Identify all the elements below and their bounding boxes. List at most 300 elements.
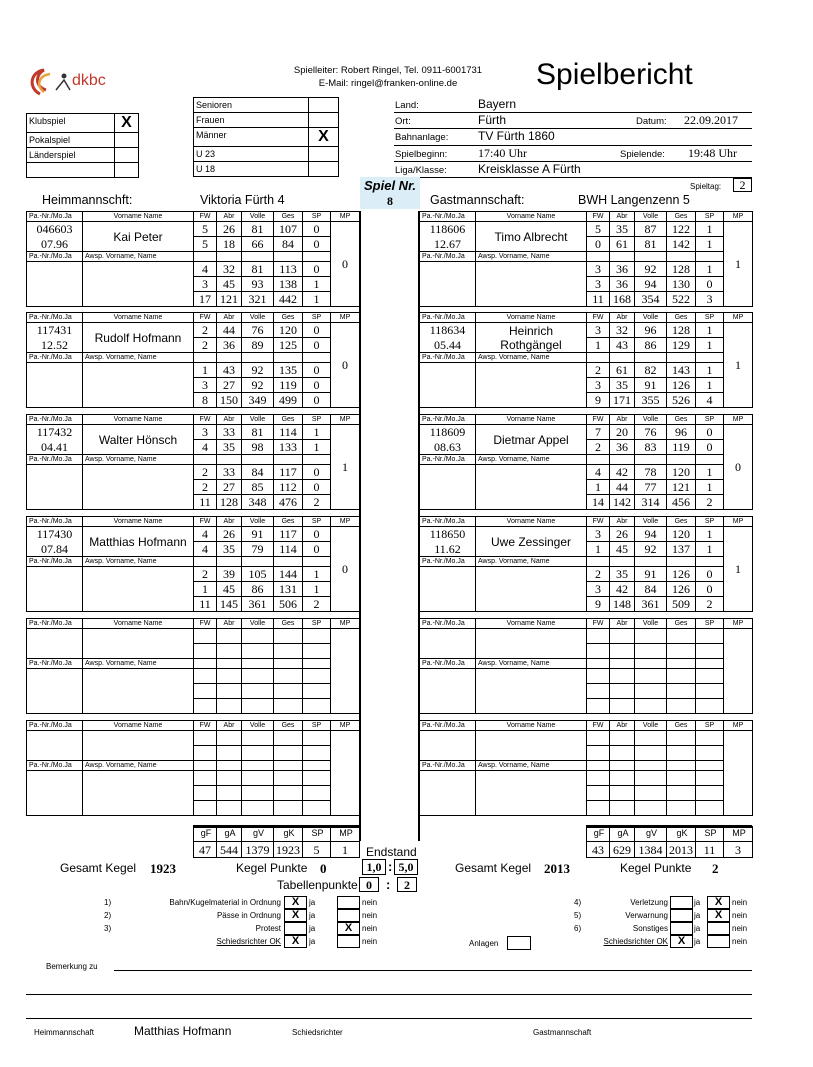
awsp-header: Awsp. Vorname, Name (476, 761, 587, 771)
col-header: SP (303, 517, 331, 527)
home-mp-value: 0 (331, 222, 360, 307)
score-cell: 92 (242, 378, 274, 393)
score-cell: 78 (635, 465, 667, 480)
pnr-value: 117430 (27, 527, 83, 542)
score-cell: 138 (274, 277, 303, 292)
check-label: Bahn/Kugelmaterial in Ordnung (169, 898, 281, 907)
birth-value: 07.96 (27, 237, 83, 252)
awsp-header: Awsp. Vorname, Name (83, 353, 194, 363)
sum-cell: 11 (194, 495, 217, 510)
col-header: Ges (667, 517, 696, 527)
score-cell: 2 (194, 567, 217, 582)
sum-cell: 11 (194, 597, 217, 612)
tot-col-label: gF (587, 827, 610, 842)
awsp-name (83, 262, 194, 307)
home-player-block (26, 312, 360, 408)
awsp-name (83, 567, 194, 612)
pnr-header: Pa.-Nr./Mo.Ja (420, 353, 476, 363)
awsp-pnr (420, 262, 476, 307)
liga-label: Liga/Klasse: (395, 165, 447, 176)
col-header: FW (194, 212, 217, 222)
home-player-name: Walter Hönsch (83, 425, 194, 455)
score-cell: 120 (667, 527, 696, 542)
guest-gk-label: Gesamt Kegel (455, 861, 532, 875)
score-cell: 1 (303, 567, 331, 582)
empty-player-block (26, 618, 360, 714)
home-gk-label: Gesamt Kegel (60, 861, 137, 875)
col-header: MP (331, 212, 360, 222)
score-cell: 35 (610, 378, 635, 393)
col-header: Volle (242, 415, 274, 425)
ja-label: ja (309, 898, 316, 907)
score-cell: 93 (242, 277, 274, 292)
sum-cell: 349 (242, 393, 274, 408)
birth-value: 07.84 (27, 542, 83, 557)
check-num: 5) (574, 911, 582, 920)
col-header: Volle (242, 313, 274, 323)
spieltyp-mark[interactable] (115, 133, 139, 148)
ja-checkbox[interactable]: X (284, 896, 307, 909)
col-header: FW (587, 619, 610, 629)
awsp-header: Awsp. Vorname, Name (83, 659, 194, 669)
awsp-pnr (420, 567, 476, 612)
nein-checkbox[interactable] (337, 896, 360, 909)
mp-home-box: 1,0 (362, 859, 386, 875)
tot-col-label: MP (331, 827, 360, 842)
nein-checkbox[interactable] (707, 935, 730, 948)
col-header: FW (194, 517, 217, 527)
score-cell: 0 (303, 222, 331, 237)
awsp-name (476, 262, 587, 307)
col-header: FW (587, 517, 610, 527)
score-cell: 3 (587, 527, 610, 542)
score-cell: 61 (610, 237, 635, 252)
guest-player-block (419, 414, 753, 510)
klasse-mark[interactable]: X (309, 128, 339, 147)
score-cell: 0 (303, 465, 331, 480)
pnr-header: Pa.-Nr./Mo.Ja (27, 313, 83, 323)
home-mp-value: 0 (331, 323, 360, 408)
anlagen-box[interactable] (507, 936, 531, 950)
birth-value: 11.62 (420, 542, 476, 557)
score-cell: 1 (696, 363, 724, 378)
score-cell: 4 (194, 542, 217, 557)
score-cell: 112 (274, 480, 303, 495)
score-cell: 92 (635, 542, 667, 557)
score-cell: 2 (194, 480, 217, 495)
ende-value: 19:48 Uhr (688, 146, 737, 160)
guest-label: Gastmannschaft: (430, 193, 525, 207)
home-total: 1 (331, 842, 360, 858)
spieltyp-mark[interactable] (115, 148, 139, 163)
home-total: 5 (303, 842, 331, 858)
col-header: Abr (610, 212, 635, 222)
home-totals-table (193, 826, 360, 858)
score-cell: 44 (217, 323, 242, 338)
guest-gk-value: 2013 (544, 861, 570, 876)
awsp-header: Awsp. Vorname, Name (83, 252, 194, 262)
nein-label: nein (362, 924, 378, 933)
col-header: Ges (274, 517, 303, 527)
awsp-pnr (420, 465, 476, 510)
nein-checkbox[interactable]: X (707, 909, 730, 922)
nein-label: nein (732, 924, 748, 933)
tot-col-label: gK (667, 827, 696, 842)
awsp-header: Awsp. Vorname, Name (476, 455, 587, 465)
ja-checkbox[interactable] (670, 896, 693, 909)
score-cell: 137 (667, 542, 696, 557)
score-cell: 35 (610, 222, 635, 237)
home-player-name: Kai Peter (83, 222, 194, 252)
col-header: SP (303, 212, 331, 222)
tp-home-box: 0 (359, 877, 379, 892)
birth-value: 12.67 (420, 237, 476, 252)
klasse-label: Männer (194, 128, 309, 147)
sum-cell: 509 (667, 597, 696, 612)
score-cell: 35 (217, 440, 242, 455)
check-label: Sonstiges (632, 924, 668, 933)
page-title: Spielbericht (536, 58, 693, 91)
score-cell: 1 (303, 277, 331, 292)
name-header: Vorname Name (476, 517, 587, 527)
score-cell: 4 (194, 262, 217, 277)
pnr-header: Pa.-Nr./Mo.Ja (27, 619, 83, 629)
score-cell: 128 (667, 323, 696, 338)
klasse-label: U 23 (194, 147, 309, 162)
land-value: Bayern (478, 97, 517, 111)
score-cell: 1 (696, 262, 724, 277)
schiri-sign-label: Schiedsrichter (292, 1028, 343, 1037)
pnr-header: Pa.-Nr./Mo.Ja (27, 659, 83, 669)
guest-player-name: Dietmar Appel (476, 425, 587, 455)
sum-cell: 361 (242, 597, 274, 612)
score-cell: 0 (303, 542, 331, 557)
ja-label: ja (694, 911, 701, 920)
name-header: Vorname Name (476, 313, 587, 323)
score-cell: 81 (242, 222, 274, 237)
col-header: FW (587, 313, 610, 323)
klasse-mark[interactable] (309, 162, 339, 177)
score-cell: 119 (667, 440, 696, 455)
col-header: Ges (274, 415, 303, 425)
score-cell: 0 (303, 323, 331, 338)
score-cell: 3 (587, 277, 610, 292)
score-cell: 131 (274, 582, 303, 597)
score-cell: 3 (587, 323, 610, 338)
score-cell: 98 (242, 440, 274, 455)
nein-checkbox[interactable] (337, 935, 360, 948)
col-header: MP (331, 517, 360, 527)
col-header: SP (303, 721, 331, 731)
empty-player-block (26, 720, 360, 816)
nein-label: nein (732, 898, 748, 907)
pnr-value: 117432 (27, 425, 83, 440)
score-cell: 5 (194, 222, 217, 237)
score-cell: 3 (587, 378, 610, 393)
home-label: Heimmannschft: (42, 193, 133, 207)
spieltyp-mark[interactable]: X (115, 114, 139, 133)
score-cell: 0 (696, 425, 724, 440)
sum-cell: 442 (274, 292, 303, 307)
nein-label: nein (362, 937, 378, 946)
score-cell: 1 (696, 465, 724, 480)
col-header: FW (587, 415, 610, 425)
col-header: MP (724, 415, 753, 425)
score-cell: 1 (696, 237, 724, 252)
tot-col-label: SP (696, 827, 724, 842)
pnr-header: Pa.-Nr./Mo.Ja (420, 455, 476, 465)
score-cell: 91 (242, 527, 274, 542)
ende-label: Spielende: (620, 149, 665, 160)
nein-label: nein (362, 898, 378, 907)
score-cell: 113 (274, 262, 303, 277)
score-cell: 1 (696, 378, 724, 393)
score-cell: 143 (667, 363, 696, 378)
birth-value: 05.44 (420, 338, 476, 353)
check-num: 6) (574, 924, 582, 933)
score-cell: 126 (667, 378, 696, 393)
spieltyp-label: Pokalspiel (27, 133, 115, 148)
klasse-label: U 18 (194, 162, 309, 177)
home-total: 544 (217, 842, 242, 858)
awsp-pnr (27, 465, 83, 510)
score-cell: 2 (194, 323, 217, 338)
ja-checkbox[interactable] (670, 922, 693, 935)
ja-label: ja (309, 924, 316, 933)
name-header: Vorname Name (476, 212, 587, 222)
guest-kp-label: Kegel Punkte (620, 861, 692, 875)
tp-guest-box: 2 (397, 877, 417, 892)
klasse-mark[interactable] (309, 113, 339, 128)
guest-player-name: Timo Albrecht (476, 222, 587, 252)
score-cell: 45 (217, 582, 242, 597)
score-cell: 2 (587, 440, 610, 455)
ja-checkbox[interactable]: X (670, 935, 693, 948)
nein-checkbox[interactable] (707, 922, 730, 935)
col-header: FW (587, 212, 610, 222)
score-cell: 142 (667, 237, 696, 252)
col-header: FW (194, 619, 217, 629)
guest-mp-value: 1 (724, 222, 753, 307)
sum-cell: 128 (217, 495, 242, 510)
nein-label: nein (732, 911, 748, 920)
score-cell: 0 (696, 440, 724, 455)
score-cell: 3 (194, 277, 217, 292)
ja-checkbox[interactable]: X (284, 935, 307, 948)
score-cell: 39 (217, 567, 242, 582)
check-label: Verletzung (630, 898, 668, 907)
home-mp-value: 0 (331, 527, 360, 612)
score-cell: 107 (274, 222, 303, 237)
bahn-label: Bahnanlage: (395, 132, 449, 143)
guest-player-name: Heinrich Rothgängel (476, 323, 587, 353)
score-cell: 27 (217, 378, 242, 393)
awsp-header: Awsp. Vorname, Name (476, 659, 587, 669)
tot-col-label: gF (194, 827, 217, 842)
check-num: 4) (574, 898, 582, 907)
spielnr-value: 8 (387, 194, 393, 208)
sum-cell: 2 (696, 597, 724, 612)
score-cell: 42 (610, 465, 635, 480)
guest-player-block (419, 312, 753, 408)
endstand-label: Endstand (366, 845, 417, 859)
guest-total: 43 (587, 842, 610, 858)
nein-checkbox[interactable]: X (707, 896, 730, 909)
col-header: FW (194, 313, 217, 323)
sum-cell: 354 (635, 292, 667, 307)
col-header: SP (696, 415, 724, 425)
awsp-pnr (27, 567, 83, 612)
nein-checkbox[interactable]: X (337, 922, 360, 935)
score-cell: 84 (274, 237, 303, 252)
awsp-pnr (27, 363, 83, 408)
home-player-block (26, 211, 360, 307)
col-header: Ges (667, 721, 696, 731)
score-cell: 117 (274, 527, 303, 542)
ja-checkbox[interactable] (284, 922, 307, 935)
awsp-header: Awsp. Vorname, Name (476, 557, 587, 567)
spieltyp-label: Länderspiel (27, 148, 115, 163)
pnr-header: Pa.-Nr./Mo.Ja (27, 455, 83, 465)
pnr-header: Pa.-Nr./Mo.Ja (420, 761, 476, 771)
pnr-header: Pa.-Nr./Mo.Ja (27, 212, 83, 222)
datum-label: Datum: (636, 116, 667, 127)
guest-total: 11 (696, 842, 724, 858)
score-cell: 2 (587, 567, 610, 582)
pnr-header: Pa.-Nr./Mo.Ja (420, 721, 476, 731)
score-cell: 1 (303, 440, 331, 455)
col-header: Volle (242, 619, 274, 629)
score-cell: 27 (217, 480, 242, 495)
col-header: FW (194, 721, 217, 731)
col-header: Ges (667, 619, 696, 629)
score-cell: 81 (635, 237, 667, 252)
guest-total: 3 (724, 842, 753, 858)
col-header: SP (696, 212, 724, 222)
col-header: Volle (242, 517, 274, 527)
score-cell: 36 (610, 262, 635, 277)
awsp-name (476, 567, 587, 612)
check-label: Verwarnung (625, 911, 668, 920)
col-header: MP (331, 721, 360, 731)
score-cell: 0 (303, 378, 331, 393)
score-cell: 120 (667, 465, 696, 480)
sum-cell: 361 (635, 597, 667, 612)
sum-cell: 148 (610, 597, 635, 612)
score-cell: 105 (242, 567, 274, 582)
score-cell: 36 (610, 277, 635, 292)
score-cell: 83 (635, 440, 667, 455)
score-cell: 82 (635, 363, 667, 378)
score-cell: 4 (194, 440, 217, 455)
score-cell: 1 (303, 582, 331, 597)
check-num: 3) (104, 924, 112, 933)
birth-value: 08.63 (420, 440, 476, 455)
home-mp-value: 1 (331, 425, 360, 510)
score-cell: 0 (587, 237, 610, 252)
klasse-mark[interactable] (309, 147, 339, 162)
heim-sign-label: Heimmannschaft (34, 1028, 95, 1037)
pnr-header: Pa.-Nr./Mo.Ja (420, 517, 476, 527)
sum-cell: 348 (242, 495, 274, 510)
name-header: Vorname Name (476, 619, 587, 629)
home-player-block (26, 414, 360, 510)
score-cell: 1 (696, 323, 724, 338)
sum-cell: 2 (303, 597, 331, 612)
klasse-table (193, 97, 339, 177)
ja-label: ja (694, 924, 701, 933)
sum-cell: 9 (587, 393, 610, 408)
awsp-name (476, 363, 587, 408)
guest-total: 629 (610, 842, 635, 858)
col-header: SP (696, 721, 724, 731)
ja-checkbox[interactable] (670, 909, 693, 922)
score-cell: 114 (274, 425, 303, 440)
sum-cell: 456 (667, 495, 696, 510)
col-header: SP (696, 517, 724, 527)
nein-checkbox[interactable] (337, 909, 360, 922)
score-cell: 1 (587, 480, 610, 495)
score-cell: 126 (667, 582, 696, 597)
score-cell: 1 (303, 425, 331, 440)
pnr-header: Pa.-Nr./Mo.Ja (27, 761, 83, 771)
score-cell: 76 (242, 323, 274, 338)
col-header: MP (331, 415, 360, 425)
anlagen-label: Anlagen (469, 939, 499, 948)
ja-checkbox[interactable]: X (284, 909, 307, 922)
klasse-mark[interactable] (309, 98, 339, 113)
check-num: 2) (104, 911, 112, 920)
col-header: FW (194, 415, 217, 425)
check-label: Pässe in Ordnung (216, 911, 281, 920)
col-header: MP (331, 619, 360, 629)
awsp-header: Awsp. Vorname, Name (476, 252, 587, 262)
empty-player-block (419, 618, 753, 714)
beginn-label: Spielbeginn: (395, 149, 448, 160)
score-cell: 45 (610, 542, 635, 557)
score-cell: 135 (274, 363, 303, 378)
score-cell: 36 (610, 440, 635, 455)
score-cell: 126 (667, 567, 696, 582)
sum-cell: 121 (217, 292, 242, 307)
guest-player-block (419, 211, 753, 307)
score-cell: 85 (242, 480, 274, 495)
col-header: MP (724, 721, 753, 731)
awsp-header: Awsp. Vorname, Name (476, 353, 587, 363)
score-cell: 35 (610, 567, 635, 582)
col-header: Abr (610, 415, 635, 425)
ort-value: Fürth (478, 113, 507, 127)
sum-cell: 142 (610, 495, 635, 510)
score-cell: 92 (635, 262, 667, 277)
tot-col-label: gA (610, 827, 635, 842)
col-header: Ges (667, 313, 696, 323)
home-player-block (26, 516, 360, 612)
col-header: Volle (635, 619, 667, 629)
score-cell: 4 (587, 465, 610, 480)
score-cell: 0 (303, 363, 331, 378)
score-cell: 129 (667, 338, 696, 353)
score-cell: 1 (696, 542, 724, 557)
birth-value: 04.41 (27, 440, 83, 455)
tp-label: Tabellenpunkte (277, 878, 358, 892)
spieltyp-label: Klubspiel (27, 114, 115, 133)
guest-total: 1384 (635, 842, 667, 858)
pnr-header: Pa.-Nr./Mo.Ja (27, 353, 83, 363)
score-cell: 7 (587, 425, 610, 440)
tot-col-label: gA (217, 827, 242, 842)
col-header: Volle (635, 212, 667, 222)
